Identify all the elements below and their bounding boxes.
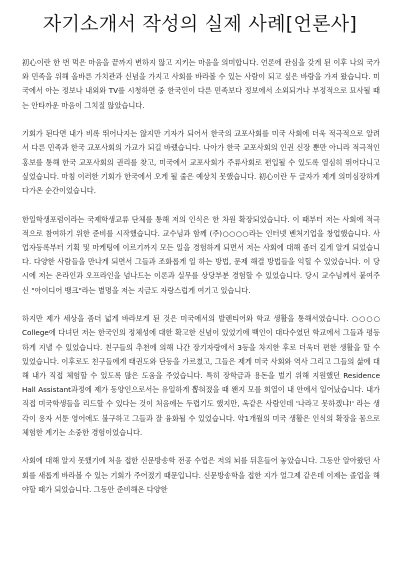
paragraph-1: 初心이란 한 번 먹은 마음을 끝까지 변하지 않고 지키는 마음을 의미합니다. 언론에 관심을 갖게 된 이후 나의 국가와 민족을 위해 올바른 가치관과 신념을 가지고 사회를 바라볼 수 있는 사람이 되고 싶은 바람을 가져 왔습니다. 미국에서 아는 정보나 내외와 TV를 시청하면 중 한국인이 다른 민족보다 정보에서 소외되거나 부정적으로 묘사될 때는 안타까운 마음이 그치질 않았습니다. [22,58,380,110]
paragraph-2: 기회가 된다면 내가 비록 뛰어나지는 않지만 기자가 되어서 한국의 교포사회를 미국 사회에 더욱 적극적으로 알려서 다른 민족과 한국 교포사회의 가교가 되길 바랬습니다. 나아가 한국 교포사회의 인권 신장 뿐만 아니라 적극적인 홍보를 통해 한국 교포사회의 권리를 찾고, 미국에서 교포사회가 주류사회로 편입될 수 있도록 열심히 뛰어다니고 싶었습니다. 마침 이러한 기회가 한국에서 오게 될 줄은 예상치 못했습니다. 初心이란 두 글자가 제게 의미심장하게 다가온 순간이었습니다. [22,129,380,196]
paragraph-5: 사회에 대해 알지 못했기에 처음 접한 신문방송학 전공 수업은 저의 뇌를 뒤흔들어 놓았습니다. 그동안 알아왔던 사회를 새롭게 바라볼 수 있는 기회가 주어졌기 때문입니다. 신문방송학을 접한 지가 얼그제 같은데 이제는 졸업을 해야할 때가 되었습니다. 그동안 준비해온 다양한 [22,456,380,494]
paragraph-4: 하지만 제가 세상을 좀더 넓게 바라보게 된 것은 미국에서의 발렌티어와 학교 생활을 통해서였습니다. ○○○○ College에 다녀던 저는 한국인의 정체성에 대한 확고한 신념이 있었기에 백인이 대다수였던 학교에서 그들과 평등하게 지낼 수 있었습니다. 친구들의 추천에 의해 나간 장기자랑에서 3등을 차지한 후로 더욱더 편한 생활을 할 수 있었습니다. 이후로도 친구들에게 태권도와 단등을 가르쳤고, 그들은 제게 미국 사회와 역사 그리고 그들의 삶에 대해 내가 직접 체험할 수 있도록 많은 도움을 주었습니다. 특히 장학금과 용돈을 벌기 위해 지원했던 Residence Hall Assistant과정에 제가 동양인으로서는 유일하게 뽑혀졌을 때 왠지 모를 희열이 내 안에서 일어났습니다. 내가 직접 미국학생들을 리드할 수 있다는 것이 처음에는 두렵기도 했지만, 옥같은 사람인데 '나라고 못하겠냐!' 라는 생각이 용자 서툰 영어에도 불구하고 그들과 잘 융화될 수 있었습니다. 약1개월의 미국 생활은 인식의 확장을 몸으로 체험한 계기는 소중한 경험이었습니다. [22,314,380,437]
document-body [22,56,380,497]
paragraph-3: 한일학생포럼이라는 국제학생교류 단체를 통해 저의 인식은 한 차원 확장되었습니다. 이 때부터 저는 사회에 적극적으로 참여하기 위한 준비를 시작했습니다. 교수님과 함께 (주)○○○○라는 인터넷 벤처기업을 창업했습니다. 사업자등록부터 기획 및 마케팅에 이르기까지 모든 일을 경험하게 되면서 저는 사회에 대해 좀더 깊게 알게 되었습니다. 다양한 사람들을 만나게 되면서 그들과 조화롭게 일 하는 방법, 문제 해결 방법들을 익힐 수 있었습니다. 이 당시에 저는 온라인과 오프라인을 넘나드는 이론과 실무를 상당부분 경험할 수 있었습니다. 당시 교수님께서 붙여주신 "아이디어 뱅크"라는 별명을 저는 지금도 자랑스럽게 여기고 있습니다. [22,214,380,295]
document-title: 자기소개서 작성의 실제 사례[언론사] [42,13,358,35]
